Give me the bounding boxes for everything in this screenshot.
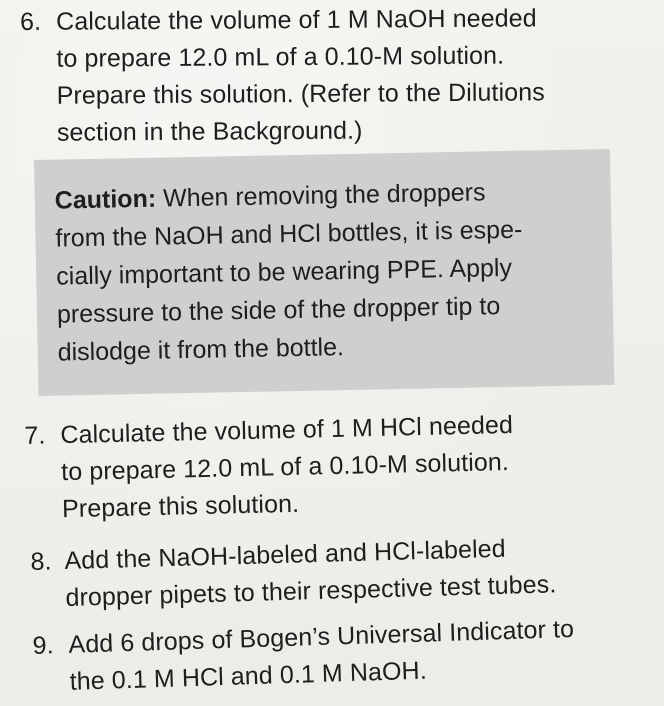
step-text	[56, 0, 545, 151]
step-line: Calculate the volume of 1 M HCl needed	[60, 410, 514, 450]
step-line: Prepare this solution.	[61, 489, 300, 524]
caution-line: dislodge it from the bottle.	[57, 333, 345, 367]
step-line: section in the Background.)	[56, 116, 363, 147]
step-line: the 0.1 M HCl and 0.1 M NaOH.	[69, 656, 428, 696]
caution-line: pressure to the side of the dropper tip to	[56, 292, 501, 329]
caution-box	[34, 149, 614, 396]
caution-line: cially important to be wearing PPE. Apply	[55, 253, 513, 291]
step-line: to prepare 12.0 mL of a 0.10-M solution.	[60, 448, 510, 487]
caution-first-line: When removing the droppers	[155, 178, 486, 213]
caution-label: Caution:	[54, 184, 157, 215]
caution-text	[54, 173, 524, 372]
caution-line: from the NaOH and HCl bottles, it is espe-	[55, 215, 523, 253]
step-number: 8.	[30, 547, 52, 576]
step-text	[68, 611, 576, 701]
step-number: 7.	[24, 421, 46, 450]
step-line: dropper pipets to their respective test tubes.	[65, 570, 557, 613]
step-line: Prepare this solution. (Refer to the Dilutions	[56, 78, 545, 110]
step-text	[64, 529, 557, 617]
step-number: 6.	[20, 7, 42, 36]
step-line: to prepare 12.0 mL of a 0.10-M solution.	[56, 41, 505, 73]
step-number: 9.	[32, 631, 55, 660]
step-text	[60, 407, 515, 528]
step-line: Add the NaOH-labeled and HCl-labeled	[64, 534, 507, 576]
step-line: Add 6 drops of Bogen’s Universal Indicator to	[68, 614, 575, 659]
step-line: Calculate the volume of 1 M NaOH needed	[56, 4, 537, 36]
